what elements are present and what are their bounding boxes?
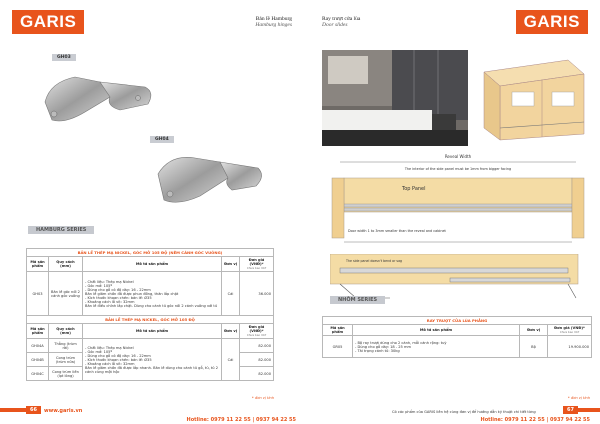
row-desc: - Bộ ray trượt dùng cho 2 cánh, mỗi cánh rộng: tuỳ - Dùng cho gỗ dày: 18 - 25 mm - Tải trọng cánh tủ: 30kg [353,336,520,358]
bedroom-photo [322,50,468,146]
top-panel-label: Top Panel [402,186,426,192]
col-spec: Quy cách (mm) [49,324,83,339]
header-title: Ray trượt cửa lùa [322,16,361,22]
image-tag-gh03: GH03 [52,54,76,61]
door-width-note: Door width 1 to 3mm smaller than the reveal and cabinet [348,229,446,233]
page-header [255,16,292,28]
catalog-note: Có các phẩm của GARIS liên hệ cùng đơn vị để hướng dẫn kỹ thuật chi tiết từng [392,410,536,414]
page-number: 66 [26,406,41,414]
header-title: Bản lề Hamburg [255,16,292,22]
page-header [322,16,360,28]
side-rail-note: The side panel doesn't bend or sag [346,259,403,263]
hotline: Hotline: 0979 11 22 55 | 0937 94 22 55 [480,417,590,423]
website-link[interactable]: www.garis.vn [44,408,83,414]
right-page [300,0,600,424]
row-code: GH03 [27,272,49,316]
hinge-photo-gh04 [150,144,270,216]
reveal-label: Reveal Width [444,154,472,159]
row-unit: Bộ [520,336,548,358]
col-unit: Đơn vị [222,257,240,272]
price-note: * đơn vị tính [567,396,590,400]
section-title-2: BẢN LỀ THÉP MẠ NICKEL, GÓC MỞ 105 ĐỘ [27,316,274,324]
section-title: RAY TRƯỢT CỬA LÙA PHẲNG [323,317,592,325]
product-table-gr05 [322,316,592,358]
price-note: * đơn vị tính [251,396,274,400]
section-title: BẢN LỀ THÉP MẠ NICKEL, GÓC MỞ 105 ĐỘ (NÊM CÁNH GÓC VUÔNG) [27,249,274,257]
col-price: Đơn giá (VNĐ)* Chưa bao VAT [240,324,274,339]
image-tag-gh04: GH04 [150,136,174,143]
col-spec: Quy cách (mm) [49,257,83,272]
table-row: GR05 [323,336,353,358]
col-unit: Đơn vị [222,324,240,339]
table-row: GH04C [27,367,49,381]
footer-bar [578,408,600,412]
cabinet-diagram [472,52,594,142]
col-price: Đơn giá (VNĐ)* Chưa bao VAT [548,325,592,336]
brand-logo: GARIS [12,10,84,34]
col-desc: Mô tả sản phẩm [83,257,222,272]
row-desc: - Chất liệu: Thép mạ Nickel - Góc mở: 105º - Dùng cho gỗ có độ dày: 16 - 22mm Bản lề giảm chấn đã được phun đồng, thân lắp chặt - Kích thước khoan chén: bán lề: Ø35 - Khoảng cách lỗ vít: 32mm Bản lề điều chỉnh lắp chặt. Dùng cho cánh tủ góc nối 2 cánh vuông với tủ [83,272,222,316]
hinge-photo-gh03 [40,62,160,132]
table-row: GH04A [27,339,49,353]
top-panel-diagram [322,152,594,252]
series-label: HAMBURG SERIES [28,226,94,234]
hotline: Hotline: 0979 11 22 55 | 0937 94 22 55 [186,417,296,423]
header-subtitle: Hamburg hinges [255,22,292,28]
row-desc-2: - Chất liệu: Thép mạ Nickel - Góc mở: 105º - Dùng cho gỗ có độ dày: 16 - 22mm - Kích thước khoan chén: bán lề: Ø35 - Khoảng cách lỗ vít: 32mm Bản lề giảm chấn đã được lắp nhanh. Bản lề dùng cho cánh tủ gỗ, tủ, tủ 2 cánh cùng một hộc [83,339,222,381]
row-price: 19.900.000 [548,336,592,358]
footer-bar [0,408,28,412]
page-number: 67 [563,406,578,414]
interior-note: The interior of the side panel must be 1mm from bigger facing [404,167,512,171]
col-price: Đơn giá (VNĐ)* Chưa bao VAT [240,257,274,272]
col-unit: Đơn vị [520,325,548,336]
product-table-gh03: BẢN LỀ THÉP MẠ NICKEL, GÓC MỞ 105 ĐỘ (NÊM CÁNH GÓC VUÔNG) Mã sản phẩm Quy cách (mm) Mô tả sản phẩm Đơn vị Đơn giá (VNĐ)* Chưa bao VAT GH03 Bản lề góc nối 2 cánh góc vuông - Chất liệu: Thép mạ Nickel - Góc mở: 105º - Dùng cho gỗ có độ dày: 16 - 22mm Bản lề giảm chấn đã được phun đồng, thân lắp chặt - Kích thước khoan chén: bán lề: Ø35 - Khoảng cách lỗ vít: 32mm Bản lề điều chỉnh lắp chặt. Dùng cho cánh tủ góc nối 2 cánh vuông với tủ Cái 36.000 BẢN LỀ THÉP MẠ NICKEL, GÓC MỞ 105 ĐỘ Mã sản phẩm Quy cách (mm) Mô tả sản phẩm Đơn vị Đơn giá (VNĐ)* Chưa bao VAT GH04A Thẳng (trùm rời) - Chất liệu: Thép mạ Nickel - Góc mở: 105º - Dùng cho gỗ có độ dày: 16 - 22mm - Kích thước khoan chén: bán lề: Ø35 - Khoảng cách lỗ vít: 32mm Bản lề giảm chấn đã được lắp nhanh. Bản lề dùng cho cánh tủ gỗ, tủ, tủ 2 cánh cùng một hộc Cái 82.000 GH04B Cong trùm (trùm nửa) 82.000 GH04C Cong trùm liền (lọt lòng) 82.000 [26,248,274,381]
col-code: Mã sản phẩm [323,325,353,336]
col-desc: Mô tả sản phẩm [353,325,520,336]
brand-logo: GARIS [516,10,588,34]
row-spec: Bản lề góc nối 2 cánh góc vuông [49,272,83,316]
col-code: Mã sản phẩm [27,324,49,339]
header-subtitle: Door slides [322,22,348,28]
table-row: GH04B [27,353,49,367]
row-unit: Cái [222,272,240,316]
series-label: NHÔM SERIES [330,296,385,304]
col-desc: Mô tả sản phẩm [83,324,222,339]
col-code: Mã sản phẩm [27,257,49,272]
row-price: 36.000 [240,272,274,316]
